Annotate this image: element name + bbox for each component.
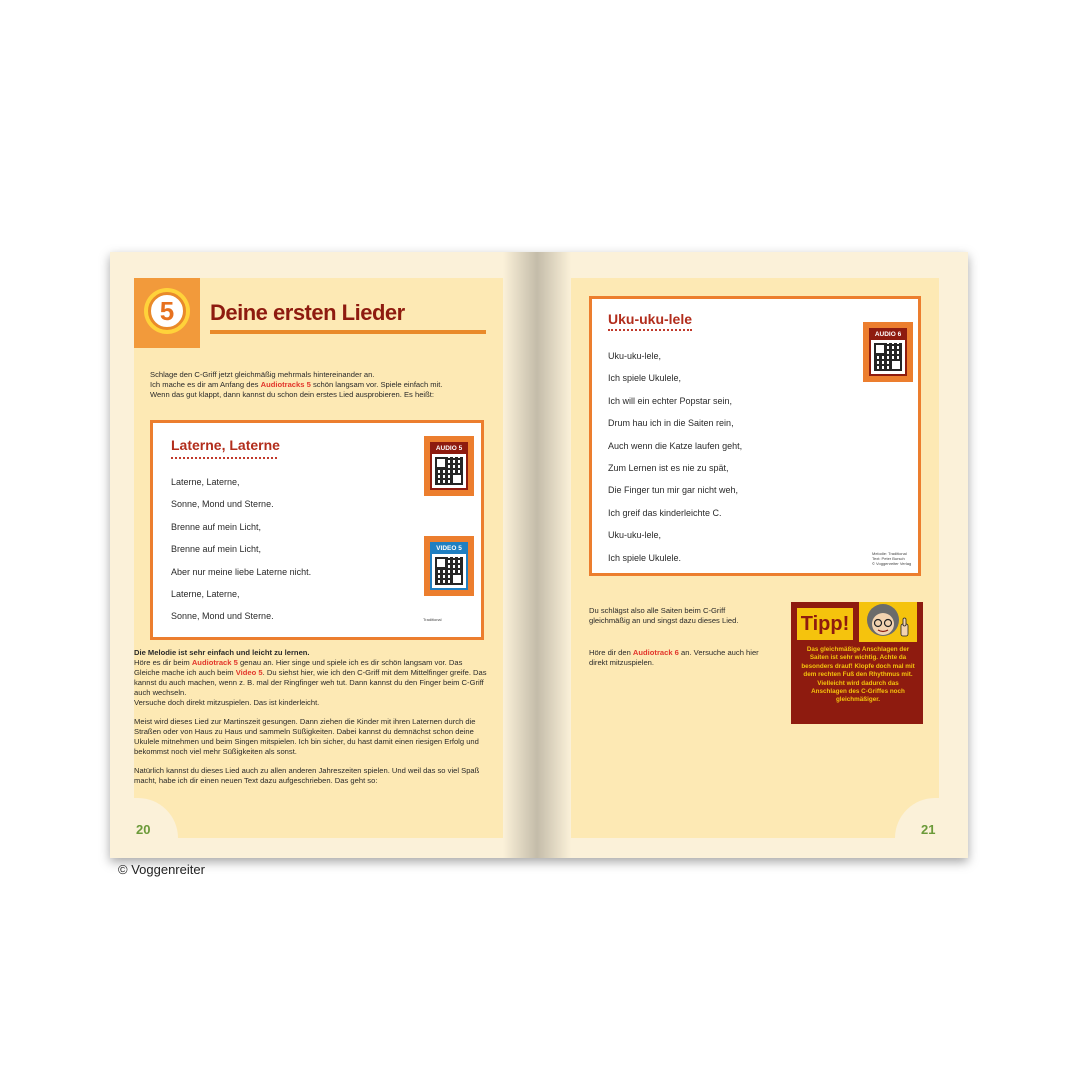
chapter-title-rule — [210, 330, 486, 334]
chapter-badge — [134, 278, 200, 348]
audio-5-tag[interactable] — [424, 436, 474, 496]
song-lyrics — [171, 477, 311, 634]
lyric-line: Laterne, Laterne, — [171, 477, 240, 487]
lyric-line: Sonne, Mond und Sterne. — [171, 611, 274, 622]
lyric-line: Ich spiele Ukulele. — [608, 552, 682, 563]
tipp-box — [791, 602, 923, 724]
audio-5-label: AUDIO 5 — [432, 444, 466, 454]
lyric-line: Zum Lernen ist es nie zu spät, — [608, 462, 729, 473]
chapter-title: Deine ersten Lieder — [210, 300, 405, 325]
qr-code-icon[interactable] — [874, 343, 902, 371]
lyric-line: Drum hau ich in die Saiten rein, — [608, 418, 734, 429]
paragraph: Meist wird dieses Lied zur Martinszeit gesungen. Dann ziehen die Kinder mit ihren Laternen durch die Straßen oder von Haus zu Haus und sammeln Süßigkeiten. Dabei kannst du demnächst schon deine Ukulele mitnehmen und beim Singen mitspielen. Ich bin sicher, du hast damit einen riesigen Erfolg und bekommst noch viel mehr Süßigkeiten als sonst. — [134, 717, 479, 756]
left-page — [110, 252, 537, 858]
paragraph: Du schlägst also alle Saiten beim C-Griff gleichmäßig an und singst dazu dieses Lied. — [589, 606, 739, 625]
lyric-line: Ich greif das kinderleichte C. — [608, 507, 722, 518]
lyric-line: Die Finger tun mir gar nicht weh, — [608, 485, 739, 496]
lyric-line: Aber nur meine liebe Laterne nicht. — [171, 566, 312, 577]
lyric-line: Uku-uku-lele, — [608, 351, 662, 361]
song-credit: Traditional — [423, 617, 442, 622]
intro-line: Schlage den C-Griff jetzt gleichmäßig mehrmals hintereinander an. — [150, 370, 375, 379]
intro-line: Wenn das gut klappt, dann kannst du schon dein erstes Lied ausprobieren. Es heißt: — [150, 390, 434, 399]
lyric-line: Uku-uku-lele, — [608, 530, 662, 541]
right-explanation-text — [589, 606, 765, 677]
audiotrack-reference: Audiotrack 6 — [632, 648, 679, 657]
audiotrack-reference: Audiotracks 5 — [260, 380, 311, 389]
paragraph: Natürlich kannst du dieses Lied auch zu allen anderen Jahreszeiten spielen. Und weil das so viel Spaß macht, habe ich dir einen neuen Text dazu aufgeschrieben. Das geht so: — [134, 766, 480, 785]
audio-5-frame — [430, 442, 468, 490]
page-gutter-shadow — [503, 252, 537, 858]
audiotrack-reference: Audiotrack 5 — [191, 658, 238, 667]
song-title: Laterne, Laterne — [171, 437, 280, 453]
lyric-line: Laterne, Laterne, — [171, 588, 240, 599]
page-number-left: 20 — [136, 822, 151, 837]
paragraph: Höre dir den Audiotrack 6 an. Versuche auch hier direkt mitzuspielen. — [589, 648, 759, 667]
page-gutter-shadow — [537, 252, 571, 858]
song-lyrics — [608, 351, 742, 575]
video-5-tag[interactable] — [424, 536, 474, 596]
copyright-notice: © Voggenreiter — [118, 862, 205, 877]
intro-line: Ich mache es dir am Anfang des Audiotracks 5 schön langsam vor. Spiele einfach mit. — [150, 380, 443, 389]
video-5-label: VIDEO 5 — [432, 544, 466, 554]
explanation-text — [134, 648, 488, 795]
right-page — [537, 252, 968, 858]
songbook-spread — [110, 252, 968, 858]
paragraph-heading: Die Melodie ist sehr einfach und leicht zu lernen. — [134, 648, 310, 657]
teacher-avatar-icon — [859, 602, 917, 642]
intro-text — [150, 370, 490, 400]
video-reference: Video 5 — [235, 668, 263, 677]
song-title-underline — [608, 329, 692, 331]
qr-code-icon[interactable] — [435, 457, 463, 485]
chapter-number: 5 — [148, 292, 186, 330]
video-5-frame — [430, 542, 468, 590]
audio-6-frame — [869, 328, 907, 376]
song-title: Uku-uku-lele — [608, 311, 693, 327]
lyric-line: Ich spiele Ukulele, — [608, 373, 682, 384]
audio-6-label: AUDIO 6 — [871, 330, 905, 340]
lyric-line: Brenne auf mein Licht, — [171, 521, 262, 532]
lyric-line: Ich will ein echter Popstar sein, — [608, 395, 733, 406]
lyric-line: Sonne, Mond und Sterne. — [171, 499, 274, 510]
song-title-underline — [171, 457, 277, 459]
song-credit: Melodie: Traditional Text: Peter Bursch © Voggenreiter Verlag — [872, 551, 912, 566]
paragraph: Die Melodie ist sehr einfach und leicht zu lernen. Höre es dir beim Audiotrack 5 genau an. Hier singe und spiele ich es dir schön langsam vor. Das Gleiche mache ich auch beim Video 5. Du siehst hier, wie ich den C-Griff mit dem Mittelfinger greife. Das kannst du auch machen, wenn z. B. mal der Ringfinger weh tut. Dann kannst du den Finger beim C-Griff auch wechseln. Versuche doch direkt mitzuspielen. Das ist kinderleicht. — [134, 648, 487, 707]
page-number-right: 21 — [921, 822, 936, 837]
lyric-line: Brenne auf mein Licht, — [171, 544, 262, 555]
tipp-text: Das gleichmäßige Anschlagen der Saiten ist sehr wichtig. Achte da besonders drauf! Klopfe doch mal mit dem rechten Fuß den Rhythmus mit. Vielleicht wird dadurch das Anschlagen des C-Griffes noch gleichmäßiger. — [801, 646, 915, 704]
tipp-title: Tipp! — [797, 608, 853, 640]
lyric-line: Auch wenn die Katze laufen geht, — [608, 440, 743, 451]
qr-code-icon[interactable] — [435, 557, 463, 585]
audio-6-tag[interactable] — [863, 322, 913, 382]
